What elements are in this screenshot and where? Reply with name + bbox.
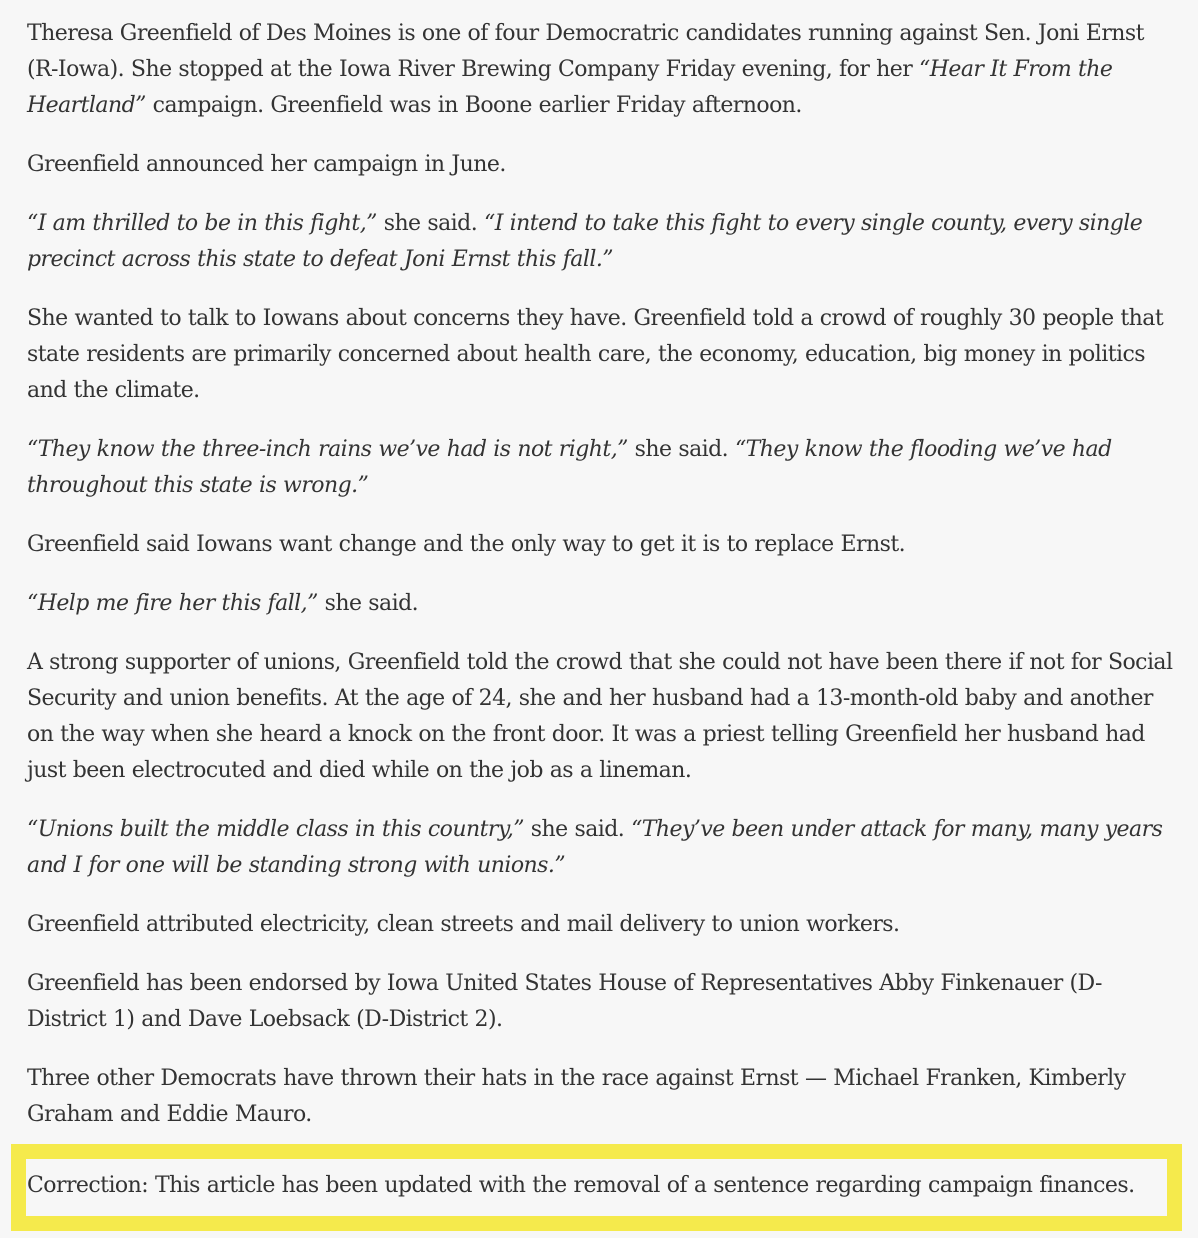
- paragraph: Greenfield has been endorsed by Iowa United States House of Representatives Abby Finkenauer (D-District 1) and Dave Loebsack (D-District 2).: [27, 971, 1102, 1032]
- attribution: she said.: [627, 437, 735, 462]
- quote: “Help me fire her this fall,”: [27, 591, 318, 616]
- paragraph-quote: [27, 586, 1177, 622]
- paragraph: A strong supporter of unions, Greenfield told the crowd that she could not have been there if not for Social Security and union benefits. At the age of 24, she and her husband had a 13-month-old baby and another on the way when she heard a knock on the front door. It was a priest telling Greenfield her husband had just been electrocuted and died while on the job as a lineman.: [27, 650, 1173, 783]
- quote: “They’ve been under attack for many, many years and I for one will be standing strong with unions.”: [27, 817, 1163, 878]
- paragraph-quote: [27, 812, 1177, 884]
- paragraph-quote: [27, 206, 1177, 278]
- quote: “I intend to take this fight to every single county, every single precinct across this state to defeat Joni Ernst this fall.”: [27, 211, 1143, 272]
- paragraph-text: campaign. Greenfield was in Boone earlier Friday afternoon.: [145, 93, 802, 118]
- quote: “They know the flooding we’ve had throughout this state is wrong.”: [27, 437, 1112, 498]
- paragraph: Greenfield attributed electricity, clean streets and mail delivery to union workers.: [27, 912, 900, 937]
- paragraph-intro: [27, 16, 1177, 124]
- correction-highlight: [11, 1144, 1182, 1231]
- article-body: [27, 16, 1177, 1156]
- quote: “I am thrilled to be in this fight,”: [27, 211, 377, 236]
- correction-note: Correction: This article has been updated with the removal of a sentence regarding campaign finances.: [27, 1173, 1135, 1198]
- quote: “Unions built the middle class in this country,”: [27, 817, 524, 842]
- quote: “They know the three-inch rains we’ve had is not right,”: [27, 437, 628, 462]
- campaign-name: “Hear It From the Heartland”: [27, 57, 1113, 118]
- paragraph: Three other Democrats have thrown their hats in the race against Ernst — Michael Franken, Kimberly Graham and Eddie Mauro.: [27, 1066, 1126, 1127]
- attribution: she said.: [317, 591, 419, 616]
- paragraph-quote: [27, 432, 1177, 504]
- attribution: she said.: [523, 817, 632, 842]
- paragraph-text: Theresa Greenfield of Des Moines is one of four Democratric candidates running against Sen. Joni Ernst (R-Iowa). She stopped at the Iowa River Brewing Company Friday evening, for her: [27, 21, 1144, 82]
- paragraph: She wanted to talk to Iowans about concerns they have. Greenfield told a crowd of roughly 30 people that state residents are primarily concerned about health care, the economy, education, big money in politics and the climate.: [27, 306, 1164, 403]
- paragraph: Greenfield announced her campaign in June.: [27, 152, 506, 177]
- correction-panel: [26, 1159, 1167, 1216]
- attribution: she said.: [376, 211, 484, 236]
- paragraph: Greenfield said Iowans want change and the only way to get it is to replace Ernst.: [27, 532, 906, 557]
